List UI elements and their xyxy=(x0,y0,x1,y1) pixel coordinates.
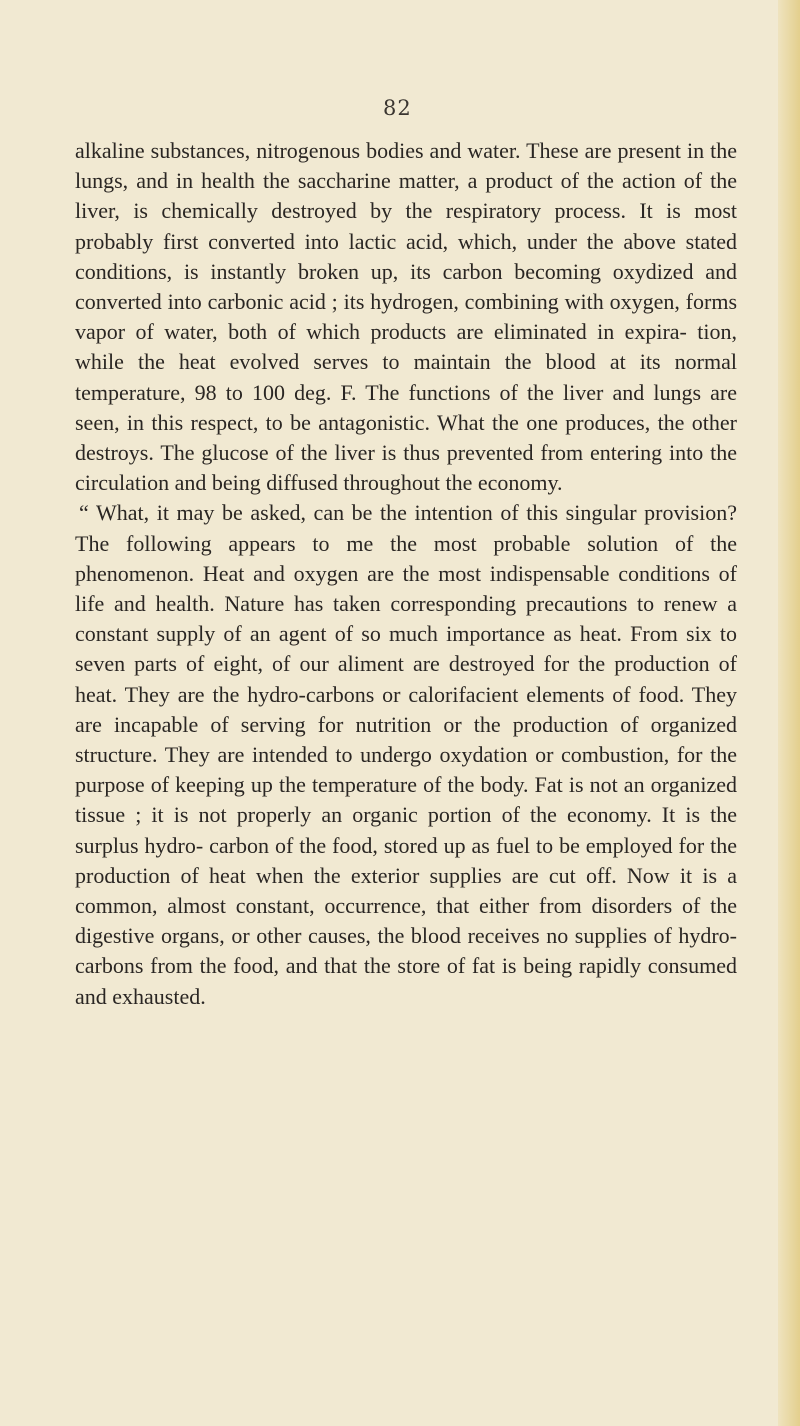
page-edge xyxy=(778,0,800,1426)
paragraph: alkaline substances, nitrogenous bodies and water. These are present in the lungs, and in health the saccharine matter, a product of the action of the liver, is chemically destroyed by the respiratory process. It is most probably first converted into lactic acid, which, under the above stated conditions, is instantly broken up, its carbon becoming oxydized and converted into carbonic acid ; its hydrogen, combining with oxygen, forms vapor of water, both of which products are eliminated in expira- tion, while the heat evolved serves to maintain the blood at its normal temperature, 98 to 100 deg. F. The functions of the liver and lungs are seen, in this respect, to be antagonistic. What the one produces, the other destroys. The glucose of the liver is thus prevented from entering into the circulation and being diffused throughout the economy. xyxy=(75,138,737,496)
body-text xyxy=(75,136,737,1012)
page-number: 82 xyxy=(383,96,412,120)
paragraph: “ What, it may be asked, can be the intention of this singular provision? The following appears to me the most probable solution of the phenomenon. Heat and oxygen are the most indispensable conditions of life and health. Nature has taken corresponding precautions to renew a constant supply of an agent of so much importance as heat. From six to seven parts of eight, of our aliment are destroyed for the production of heat. They are the hydro-carbons or calorifacient elements of food. They are incapable of serving for nutrition or the production of organized structure. They are intended to undergo oxydation or combustion, for the purpose of keeping up the temperature of the body. Fat is not an organized tissue ; it is not properly an organic portion of the economy. It is the surplus hydro- carbon of the food, stored up as fuel to be employed for the production of heat when the exterior supplies are cut off. Now it is a common, almost constant, occurrence, that either from disorders of the digestive organs, or other causes, the blood receives no supplies of hydro-carbons from the food, and that the store of fat is being rapidly consumed and exhausted. xyxy=(75,500,737,1009)
